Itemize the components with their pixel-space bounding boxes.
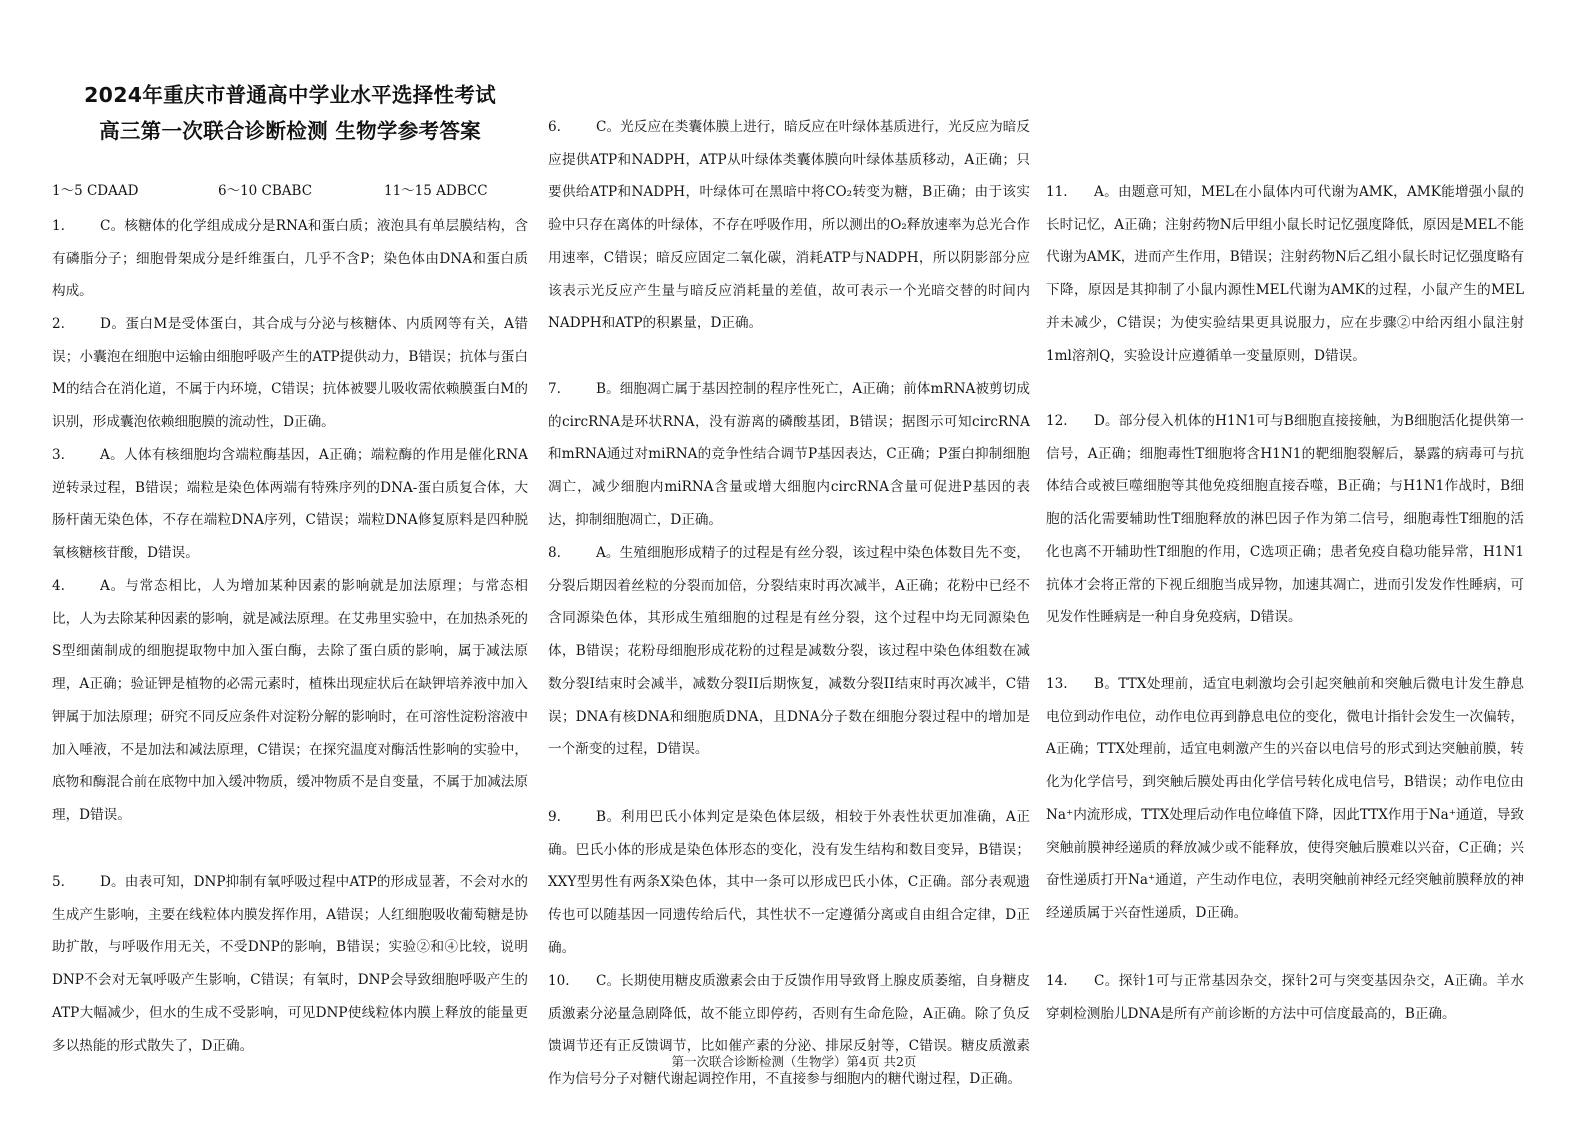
explanation-item-8 [548,537,1030,766]
item-text: D。由表可知，DNP抑制有氧呼吸过程中ATP的形成显著，不会对水的生成产生影响，主要在线粒体内膜发挥作用，A错误；人红细胞吸收葡萄糖是协助扩散，与呼吸作用无关，不受DNP的影响，B错误；实验②和④比较，说明DNP不会对无氧呼吸产生影响，C错误；有氧时，DNP会导致细胞呼吸产生的ATP大幅减少，但水的生成不受影响，可见DNP使线粒体内膜上释放的能量更多以热能的形式散失了，D正确。 [52,874,528,1054]
item-text: D。部分侵入机体的H1N1可与B细胞直接接触，为B细胞活化提供第一信号，A正确；细胞毒性T细胞将含H1N1的靶细胞裂解后，暴露的病毒可与抗体结合或被巨噬细胞等其他免疫细胞直接吞噬，B正确；与H1N1作战时，B细胞的活化需要辅助性T细胞释放的淋巴因子作为第二信号，细胞毒性T细胞的活化也离不开辅助性T细胞的作用，C选项正确；患者免疫自稳功能异常，H1N1抗体才会将正常的下视丘细胞当成异物，加速其凋亡，进而引发发作性睡病，可见发作性睡病是一种自身免疫病，D错误。 [1046,413,1524,626]
item-number: 10. [548,973,570,989]
explanation-item-7 [548,373,1030,537]
item-number: 3. [52,447,65,463]
explanation-item-9 [548,801,1030,965]
item-text: B。TTX处理前，适宜电刺激均会引起突触前和突触后微电计发生静息电位到动作电位，动作电位再到静息电位的变化，微电计指针会发生一次偏转，A正确；TTX处理前，适宜电刺激产生的兴奋以电信号的形式到达突触前膜，转化为化学信号，到突触后膜处再由化学信号转化成电信号，B错误；动作电位由Na⁺内流形成，TTX处理后动作电位峰值下降，因此TTX作用于Na⁺通道，导致突触前膜神经递质的释放减少或不能释放，使得突触后膜难以兴奋，C正确；兴奋性递质打开Na⁺通道，产生动作电位，表明突触前神经元经突触前膜释放的神经递质属于兴奋性递质，D正确。 [1046,676,1524,921]
item-number: 9. [548,809,561,825]
answer-key-group-1: 1～5 CDAAD [52,183,139,199]
item-text: B。利用巴氏小体判定是染色体层级，相较于外表性状更加准确，A正确。巴氏小体的形成是染色体形态的变化，没有发生结构和数目变异，B错误；XXY型男性有两条X染色体，其中一条可以形成巴氏小体，C正确。部分表观遗传也可以随基因一同遗传给后代，其性状不一定遵循分离或自由组合定律，D正确。 [548,809,1030,956]
explanation-item-11 [1046,176,1524,372]
item-text: C。长期使用糖皮质激素会由于反馈作用导致肾上腺皮质萎缩，自身糖皮质激素分泌量急剧降低，故不能立即停药，否则有生命危险，A正确。除了负反馈调节还有正反馈调节，比如催产素的分泌、排尿反射等，C错误。糖皮质激素作为信号分子对糖代谢起调控作用，不直接参与细胞内的糖代谢过程，D正确。 [548,973,1030,1088]
item-text: A。与常态相比，人为增加某种因素的影响就是加法原理；与常态相比，人为去除某种因素的影响，就是减法原理。在艾弗里实验中，在加热杀死的S型细菌制成的细胞提取物中加入蛋白酶，去除了蛋白质的影响，属于减法原理，A正确；验证钾是植物的必需元素时，植株出现症状后在缺钾培养液中加入钾属于加法原理；研究不同反应条件对淀粉分解的影响时，在可溶性淀粉溶液中加入唾液，不是加法和减法原理，C错误；在探究温度对酶活性影响的实验中，底物和酶混合前在底物中加入缓冲物质，缓冲物质不是自变量，不属于加减法原理，D错误。 [52,578,528,823]
item-text: A。生殖细胞形成精子的过程是有丝分裂，该过程中染色体数目先不变，分裂后期因着丝粒的分裂而加倍，分裂结束时再次减半，A正确；花粉中已经不含同源染色体，其形成生殖细胞的过程是有丝分裂，这个过程中均无同源染色体，B错误；花粉母细胞形成花粉的过程是减数分裂，该过程中染色体组数在减数分裂I结束时会减半，减数分裂II后期恢复，减数分裂II结束时再次减半，C错误；DNA有核DNA和细胞质DNA，且DNA分子数在细胞分裂过程中的增加是一个渐变的过程，D错误。 [548,545,1030,758]
explanation-item-3 [52,439,528,570]
item-number: 13. [1046,676,1068,692]
item-number: 4. [52,578,65,594]
item-number: 7. [548,381,561,397]
explanation-item-2 [52,308,528,439]
item-text: C。探针1可与正常基因杂交，探针2可与突变基因杂交，A正确。羊水穿刺检测胎儿DNA是所有产前诊断的方法中可信度最高的，B正确。 [1046,973,1524,1022]
item-number: 11. [1046,184,1068,200]
explanation-item-1 [52,210,528,308]
item-text: B。细胞凋亡属于基因控制的程序性死亡，A正确；前体mRNA被剪切成的circRNA是环状RNA，没有游离的磷酸基团，B错误；据图示可知circRNA和mRNA通过对miRNA的竞争性结合调节P基因表达，C正确；P蛋白抑制细胞凋亡，减少细胞内miRNA含量或增大细胞内circRNA含量可促进P基因的表达，抑制细胞凋亡，D正确。 [548,381,1030,528]
answer-key-group-3: 11～15 ADBCC [384,183,488,199]
item-text: D。蛋白M是受体蛋白，其合成与分泌与核糖体、内质网等有关，A错误；小囊泡在细胞中运输由细胞呼吸产生的ATP提供动力，B错误；抗体与蛋白M的结合在消化道，不属于内环境，C错误；抗体被婴儿吸收需依赖膜蛋白M的识别，形成囊泡依赖细胞膜的流动性，D正确。 [52,316,528,431]
explanation-item-5 [52,866,528,1054]
answer-key-group-2: 6～10 CBABC [218,183,313,199]
explanation-item-12 [1046,405,1524,634]
page-footer: 第一次联合诊断检测（生物学）第4页 共2页 [671,1054,917,1069]
answer-key-row [52,181,528,201]
item-number: 5. [52,874,65,890]
explanation-item-13 [1046,668,1524,930]
item-number: 14. [1046,973,1068,989]
item-number: 8. [548,545,561,561]
explanation-item-14 [1046,965,1524,1030]
item-text: A。由题意可知，MEL在小鼠体内可代谢为AMK，AMK能增强小鼠的长时记忆，A正确；注射药物N后甲组小鼠长时记忆强度降低，原因是MEL不能代谢为AMK，进而产生作用，B错误；注射药物N后乙组小鼠长时记忆强度略有下降，原因是其抑制了小鼠内源性MEL代谢为AMK的过程，小鼠产生的MEL并未减少，C错误；为使实验结果更具说服力，应在步骤②中给丙组小鼠注射1ml溶剂Q，实验设计应遵循单一变量原则，D错误。 [1046,184,1524,364]
item-number: 12. [1046,413,1068,429]
item-number: 6. [548,119,561,135]
explanation-item-4 [52,570,528,832]
item-number: 1. [52,218,65,234]
item-text: C。核糖体的化学组成成分是RNA和蛋白质；液泡具有单层膜结构，含有磷脂分子；细胞骨架成分是纤维蛋白，几乎不含P；染色体由DNA和蛋白质构成。 [52,218,528,300]
item-text: C。光反应在类囊体膜上进行，暗反应在叶绿体基质进行，光反应为暗反应提供ATP和NADPH，ATP从叶绿体类囊体膜向叶绿体基质移动，A正确；只要供给ATP和NADPH，叶绿体可在黑暗中将CO₂转变为糖，B正确；由于该实验中只存在离体的叶绿体，不存在呼吸作用，所以测出的O₂释放速率为总光合作用速率，C错误；暗反应固定二氧化碳，消耗ATP与NADPH，所以阴影部分应该表示光反应产生量与暗反应消耗量的差值，故可表示一个光暗交替的时间内NADPH和ATP的积累量，D正确。 [548,119,1030,332]
document-title: 2024年重庆市普通高中学业水平选择性考试 [84,83,496,107]
document-subtitle: 高三第一次联合诊断检测 生物学参考答案 [99,119,481,143]
item-text: A。人体有核细胞均含端粒酶基因，A正确；端粒酶的作用是催化RNA逆转录过程，B错误；端粒是染色体两端有特殊序列的DNA-蛋白质复合体，大肠杆菌无染色体，不存在端粒DNA序列，C错误；端粒DNA修复原料是四种脱氧核糖核苷酸，D错误。 [52,447,528,562]
explanation-item-6 [548,111,1030,340]
item-number: 2. [52,316,65,332]
